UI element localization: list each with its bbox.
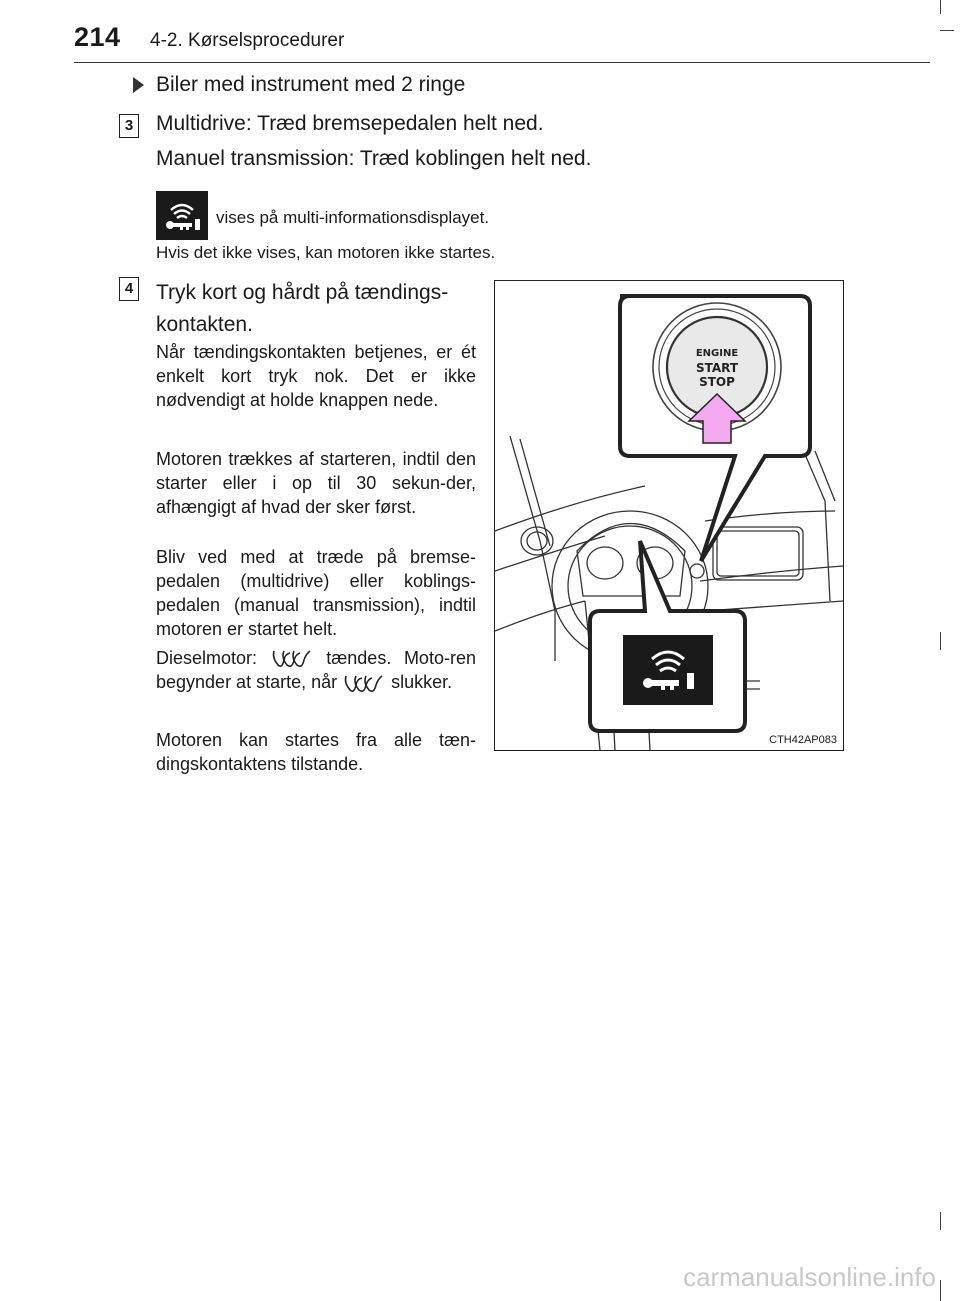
button-text-start: START: [695, 361, 739, 375]
step-number-4: 4: [119, 277, 139, 301]
crop-mark: [940, 30, 954, 31]
button-text-engine: ENGINE: [695, 348, 739, 359]
key-display-icon: [156, 191, 208, 240]
paragraph-5: Motoren kan startes fra alle tæn-dingskontaktens tilstande.: [156, 730, 476, 774]
key-display-icon: [623, 635, 713, 705]
paragraph-3: Bliv ved med at træde på bremse-pedalen (multidrive) eller koblings-pedalen (manual transmission), indtil motoren er startet helt.: [156, 547, 476, 639]
header-rule: [74, 62, 930, 63]
triangle-bullet-icon: [133, 77, 144, 93]
paragraph-2: Motoren trækkes af starteren, indtil den starter eller i op til 30 sekun-der, afhængigt af hvad der sker først.: [156, 449, 476, 517]
section-title: 4-2. Kørselsprocedurer: [150, 30, 345, 51]
step-number-3: 3: [119, 114, 139, 138]
dashboard-illustration: [495, 281, 843, 750]
crop-mark: [940, 1212, 941, 1230]
crop-mark: [940, 1280, 941, 1301]
illustration: [494, 280, 844, 751]
glow-plug-icon: [270, 648, 314, 670]
step4-heading: [156, 277, 476, 341]
crop-mark: [940, 632, 941, 650]
step3-line1: Multidrive: Træd bremsepedalen helt ned.: [156, 112, 544, 135]
paragraph-4: [156, 646, 476, 695]
diesel-label: Dieselmotor:: [156, 648, 258, 668]
subheading: [133, 73, 465, 97]
paragraph-1: Når tændingskontakten betjenes, er ét enkelt kort tryk nok. Det er ikke nødvendigt at holde knappen nede.: [156, 342, 476, 410]
diesel-text-b: tændes. Moto-ren begynder at starte, når: [156, 648, 476, 693]
button-text-stop: STOP: [699, 375, 735, 389]
watermark: carmanualsonline.info: [683, 1262, 936, 1292]
step4-line1: Tryk kort og hårdt på tændings-: [156, 281, 449, 304]
step3-line2: Manuel transmission: Træd koblingen helt ned.: [156, 147, 592, 170]
display-note: vises på multi-informationsdisplayet.: [216, 208, 490, 227]
diesel-text-c: slukker.: [391, 672, 453, 693]
page-number: 214: [74, 22, 121, 52]
subheading-text: Biler med instrument med 2 ringe: [156, 73, 466, 96]
step4-line2: kontakten.: [156, 313, 253, 336]
figure-code: CTH42AP083: [769, 734, 837, 746]
crop-mark: [940, 0, 941, 14]
glow-plug-icon: [342, 673, 386, 695]
display-hint: Hvis det ikke vises, kan motoren ikke startes.: [156, 243, 496, 262]
